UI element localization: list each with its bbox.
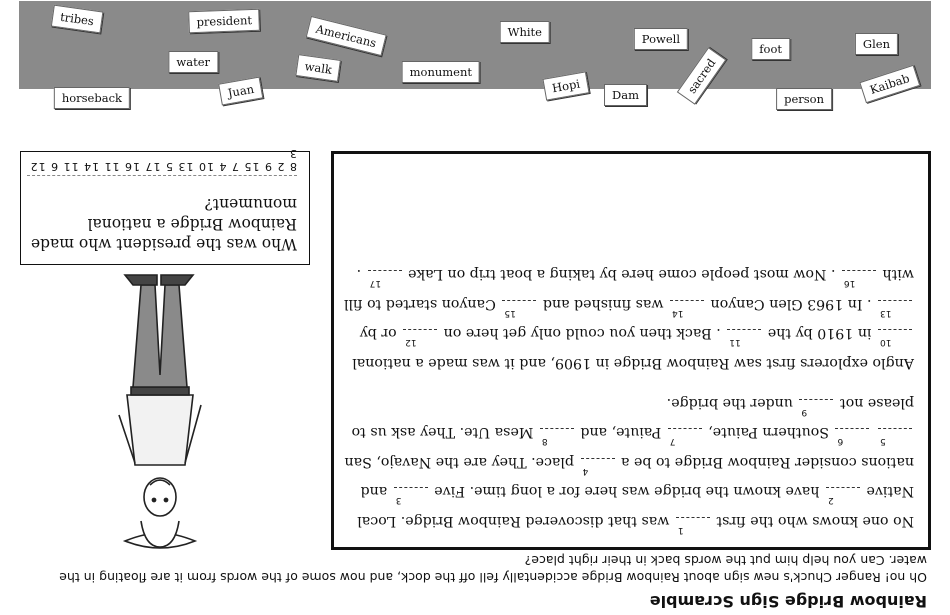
story-text: under the bridge.: [666, 394, 793, 411]
story-text: Mesa Ute. They ask us to please not: [351, 394, 914, 441]
word-powell[interactable]: Powell: [634, 28, 688, 50]
blank-number: 9: [801, 406, 808, 417]
ranger-head: [144, 478, 176, 516]
blank-1[interactable]: [676, 517, 710, 535]
story-paragraph-1: [344, 387, 914, 535]
story-text: San: [344, 453, 372, 470]
blank-number: 17: [369, 278, 382, 289]
blank-11[interactable]: [727, 329, 761, 348]
word-tribes[interactable]: tribes: [51, 5, 103, 34]
word-president[interactable]: president: [188, 9, 260, 33]
word-foot[interactable]: foot: [751, 38, 790, 60]
blank-number: 10: [880, 337, 892, 348]
blank-number: 3: [395, 495, 402, 506]
blank-number: 4: [582, 465, 589, 476]
story-text: have known the bridge was here for a long time. Five: [434, 483, 820, 500]
blank-16[interactable]: [842, 270, 876, 289]
blank-10[interactable]: [878, 329, 912, 348]
word-horseback[interactable]: horseback: [54, 87, 130, 109]
story-text: Canyon started to fill with: [343, 266, 914, 312]
blank-number: 7: [669, 436, 676, 447]
blank-6[interactable]: [835, 428, 869, 447]
ranger-pants: [133, 285, 187, 387]
blank-3[interactable]: [394, 487, 428, 506]
story-text: . In 1963 Glen Canyon: [710, 295, 872, 312]
word-hopi[interactable]: Hopi: [542, 71, 589, 100]
blank-number: 12: [405, 337, 417, 348]
word-sacred[interactable]: sacred: [677, 47, 726, 105]
word-americans[interactable]: Americans: [306, 16, 387, 56]
blank-number: 6: [837, 436, 844, 447]
word-white[interactable]: White: [500, 21, 550, 43]
story-text: was finished and: [542, 295, 664, 312]
blank-number: 5: [880, 436, 886, 447]
blank-5[interactable]: [878, 428, 912, 447]
answer-code: 8 2 9 15 7 4 10 13 5 17 16 11 14 11 6 12 3: [27, 147, 297, 176]
question-text: Who was the president who made Rainbow Bridge a national monument?: [30, 195, 297, 253]
blank-number: 8: [541, 436, 548, 447]
story-text: Paiute, and: [580, 424, 662, 441]
blank-12[interactable]: [403, 329, 437, 348]
intro-text: Oh no! Ranger Chuck's new sign about Rainbow Bridge accidentally fell off the dock, and now some of the words from it are floating in the water. Can you help him put the words back in their right place?: [59, 553, 927, 585]
word-walk[interactable]: walk: [295, 54, 341, 82]
blank-8[interactable]: [540, 428, 574, 447]
blank-2[interactable]: [826, 487, 860, 506]
page-title: Rainbow Bridge Sign Scramble: [649, 592, 927, 611]
word-person[interactable]: person: [776, 88, 832, 110]
blank-9[interactable]: [799, 399, 833, 417]
word-glen[interactable]: Glen: [855, 33, 898, 55]
story-text: or by: [359, 325, 397, 342]
word-monument[interactable]: monument: [402, 61, 480, 83]
word-water[interactable]: water: [168, 51, 218, 73]
blank-number: 11: [729, 337, 741, 348]
word-dam[interactable]: Dam: [604, 84, 647, 106]
blank-7[interactable]: [668, 428, 702, 447]
story-text: Anglo explorers first saw Rainbow Bridge in 1909, and it was made a national: [352, 355, 914, 372]
boot-left: [161, 275, 193, 285]
blank-number: 16: [843, 278, 856, 289]
blank-14[interactable]: [670, 300, 704, 318]
ranger-shirt: [127, 395, 193, 465]
story-text: Southern Paiute,: [708, 424, 829, 441]
ranger-illustration: [105, 265, 215, 555]
blank-13[interactable]: [878, 300, 912, 318]
story-text: was that discovered Rainbow Bridge. Local Native: [357, 483, 914, 529]
word-juan[interactable]: Juan: [218, 76, 263, 105]
boot-right: [125, 275, 157, 285]
blank-number: 13: [880, 307, 892, 318]
story-text: . Now most people come here by taking a boat trip on Lake: [408, 266, 836, 283]
blank-number: 15: [504, 307, 516, 318]
story-text: and nations consider Rainbow Bridge to be a: [360, 453, 914, 500]
blank-number: 14: [672, 307, 684, 318]
blank-17[interactable]: [368, 270, 402, 289]
president-question-box: [20, 147, 310, 265]
word-kaibab[interactable]: Kaibab: [859, 65, 920, 103]
ranger-belt: [131, 387, 189, 395]
blank-15[interactable]: [502, 300, 536, 318]
story-text: in 1910 by the: [767, 325, 872, 342]
story-paragraph-2: [344, 259, 914, 377]
sign-story-box: [331, 151, 931, 550]
story-text: No one knows who the first: [716, 513, 914, 529]
blank-number: 1: [677, 525, 684, 535]
story-text: place. They are the Navajo,: [376, 453, 575, 470]
story-text: . Back then you could only get here on: [443, 325, 721, 342]
blank-number: 2: [827, 495, 834, 506]
story-text: .: [356, 266, 362, 283]
blank-4[interactable]: [581, 458, 615, 476]
